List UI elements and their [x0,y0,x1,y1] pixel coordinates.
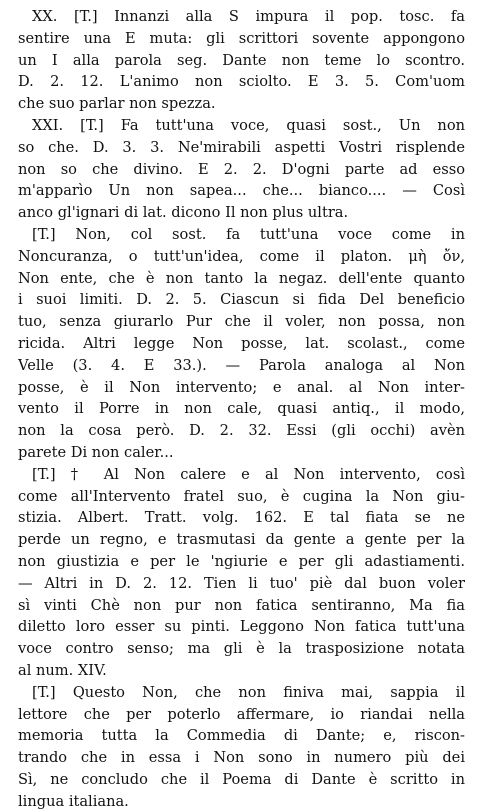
text-line: ricida. Altri legge Non posse, lat. scolast., come [18,334,465,352]
text-line: al num. XIV. [18,661,107,679]
text-line: Noncuranza, o tutt'un'idea, come il platon. μὴ ὄν, [18,247,465,265]
text-line: non la cosa però. D. 2. 32. Essi (gli occhi) avèn [18,422,465,440]
text-line: Velle (3. 4. E 33.). — Parola analoga al Non [18,356,465,374]
text-line: — Altri in D. 2. 12. Tien li tuo' piè dal buon voler [18,574,465,592]
text-line: m'apparìo Un non sapea... che... bianco.... — Così [18,182,465,200]
text-line: non giustizia e per le 'ngiurie e per gli adastiamenti. [18,552,465,570]
text-line: [T.] Questo Non, che non finiva mai, sappia il [32,683,465,701]
text-line: vento il Porre in non cale, quasi antiq., il modo, [18,400,465,418]
text-line: perde un regno, e trasmutasi da gente a gente per la [18,531,465,549]
text-line: diletto loro esser su pinti. Leggono Non fatica tutt'una [18,618,465,636]
text-line: tuo, senza giurarlo Pur che il voler, non possa, non [18,313,465,331]
text-line: lettore che per poterlo affermare, io riandai nella [18,705,465,723]
text-line: D. 2. 12. L'animo non sciolto. E 3. 5. Com'uom [18,73,465,91]
text-line: stizia. Albert. Tratt. volg. 162. E tal fiata se ne [18,509,465,527]
text-line: anco gl'ignari di lat. dicono Il non plus ultra. [18,204,349,222]
paragraph-t1 [18,224,465,464]
text-line: sì vinti Chè non pur non fatica sentiranno, Ma fia [18,596,465,614]
text-line: XXI. [T.] Fa tutt'una voce, quasi sost., Un non [32,116,465,134]
text-line: Sì, ne concludo che il Poema di Dante è scritto in [18,770,465,788]
paragraph-xx [18,6,465,115]
text-line: [T.] † Al Non calere e al Non intervento, così [32,465,465,483]
text-line: [T.] Non, col sost. fa tutt'una voce come in [32,225,465,243]
text-line: memoria tutta la Commedia di Dante; e, riscon- [18,727,465,745]
text-line: lingua italiana. [18,792,129,810]
text-line: XX. [T.] Innanzi alla S impura il pop. tosc. fa [32,8,465,25]
text-line: Non ente, che è non tanto la negaz. dell'ente quanto [18,269,465,287]
text-line: un I alla parola seg. Dante non teme lo scontro. [18,51,465,69]
paragraph-xxi [18,115,465,224]
text-line: voce contro senso; ma gli è la trasposizione notata [18,640,465,658]
text-line: non so che divino. E 2. 2. D'ogni parte ad esso [18,160,465,178]
text-line: che suo parlar non spezza. [18,95,216,113]
text-line: so che. D. 3. 3. Ne'mirabili aspetti Vostri risplende [18,138,465,156]
paragraph-t3 [18,682,465,812]
text-line: sentire una E muta: gli scrittori sovente appongono [18,29,465,47]
text-line: i suoi limiti. D. 2. 5. Ciascun si fida Del beneficio [18,291,465,309]
text-line: come all'Intervento fratel suo, è cugina la Non giu- [18,487,465,505]
text-line: posse, è il Non intervento; e anal. al Non inter- [18,378,465,396]
paragraph-t2 [18,464,465,682]
text-line: parete Di non caler... [18,443,174,461]
text-line: trando che in essa i Non sono in numero più dei [18,749,465,767]
